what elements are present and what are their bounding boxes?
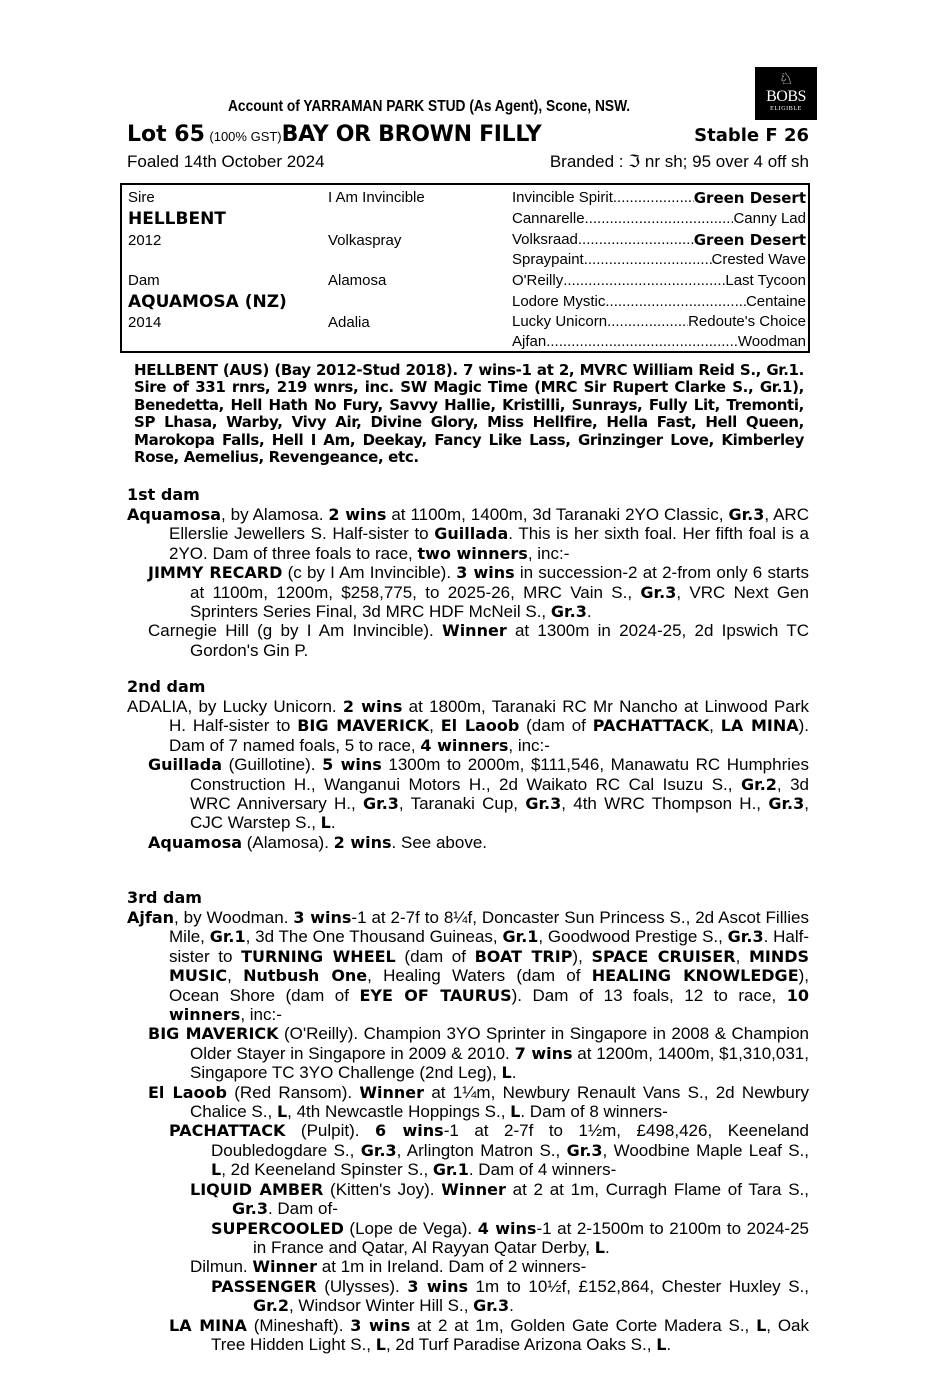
pedigree-entry: Guillada (Guillotine). 5 wins 1300m to 2000m, $111,546, Manawatu RC Humphries Construction H., Wanganui Motors H., 2d Waikato RC Cal Isuzu S., Gr.2, 3d WRC Anniversary H., Gr.3, Taranaki Cup, Gr.3, 4th WRC Thompson H., Gr.3, CJC Warstep S., L. [148, 755, 809, 833]
branded-text: nr sh; 95 over 4 off sh [644, 152, 809, 171]
bobs-eligible-logo [755, 67, 817, 120]
entries [127, 505, 809, 660]
gen3-row [512, 231, 806, 249]
sire-year: 2012 [128, 232, 162, 249]
gen3-right: Crested Wave [711, 251, 806, 268]
gen3-right: Woodman [737, 333, 806, 350]
lot-number: Lot 65 [127, 122, 205, 147]
gst-note: (100% GST) [209, 129, 282, 144]
gen3-right: Last Tycoon [725, 272, 806, 289]
gen3-right: Green Desert [693, 231, 806, 249]
lot-header [127, 122, 809, 150]
section-heading: 3rd dam [127, 888, 202, 907]
horse-head-icon: ♘ [778, 71, 794, 88]
pedigree-entry: BIG MAVERICK (O'Reilly). Champion 3YO Sprinter in Singapore in 2008 & Champion Older Stayer in Singapore in 2009 & 2010. 7 wins at 1200m, 1400m, $1,310,031, Singapore TC 3YO Challenge (2nd Leg), L. [148, 1024, 809, 1083]
sire-summary: HELLBENT (AUS) (Bay 2012-Stud 2018). 7 wins-1 at 2, MVRC William Reid S., Gr.1. Sire of 331 rnrs, 219 wnrs, inc. SW Magic Time (MRC Sir Rupert Clarke S., Gr.1), Benedetta, Hell Hath No Fury, Savvy Hallie, Kristilli, Sunrays, Fully Lit, Tremonti, SP Lhasa, Warby, Vivy Air, Divine Glory, Miss Hellfire, Hella Fast, Hell Queen, Marokopa Falls, Hell I Am, Deekay, Fancy Like Lass, Grinzinger Love, Kimberley Rose, Aemelius, Revengeance, etc. [134, 361, 804, 467]
gen3-left: Spraypaint [512, 251, 584, 268]
gen3-left: Ajfan [512, 333, 547, 350]
horse-description: BAY OR BROWN FILLY [281, 122, 542, 147]
logo-line1: BOBS [766, 88, 806, 105]
gen3-row [512, 313, 806, 330]
pedigree-entry: JIMMY RECARD (c by I Am Invincible). 3 wins in succession-2 at 2-from only 6 starts at 1100m, 1200m, $258,775, to 2025-26, MRC Vain S., Gr.3, VRC Next Gen Sprinters Series Final, 3d MRC HDF McNeil S., Gr.3. [148, 563, 810, 622]
second-dam-section [127, 677, 809, 852]
section-heading: 1st dam [127, 485, 200, 504]
dam-label: Dam [128, 272, 160, 289]
dam-name: AQUAMOSA (NZ) [128, 292, 287, 312]
gen3-left: Lodore Mystic [512, 293, 606, 310]
vendor-account: Account of YARRAMAN PARK STUD (As Agent), Scone, NSW. [228, 98, 631, 115]
section-heading: 2nd dam [127, 677, 206, 696]
gen3-left: O'Reilly [512, 272, 564, 289]
gen3-row [512, 333, 806, 350]
pedigree-entry: Aquamosa, by Alamosa. 2 wins at 1100m, 1400m, 3d Taranaki 2YO Classic, Gr.3, ARC Ellerslie Jewellers S. Half-sister to Guillada. This is her sixth foal. Her fifth foal is a 2YO. Dam of three foals to race, two winners, inc:- [127, 505, 809, 563]
pedigree-entry: ADALIA, by Lucky Unicorn. 2 wins at 1800m, Taranaki RC Mr Nancho at Linwood Park H. Half-sister to BIG MAVERICK, El Laoob (dam of PACHATTACK, LA MINA). Dam of 7 named foals, 5 to race, 4 winners, inc:- [127, 697, 810, 755]
gen3-left: Lucky Unicorn [512, 313, 608, 330]
first-dam-section [127, 485, 809, 660]
pedigree-entry: Carnegie Hill (g by I Am Invincible). Winner at 1300m in 2024-25, 2d Ipswich TC Gordon's Gin P. [148, 621, 809, 660]
sire-label: Sire [128, 189, 155, 206]
gen3-left: Invincible Spirit [512, 189, 613, 206]
logo-line2: ELIGIBLE [770, 106, 802, 112]
gen3-row [512, 272, 806, 289]
pedigree-entry: Dilmun. Winner at 1m in Ireland. Dam of 2 winners- [190, 1257, 587, 1277]
pedigree-entry: El Laoob (Red Ransom). Winner at 1¼m, Newbury Renault Vans S., 2d Newbury Chalice S., L, 4th Newcastle Hoppings S., L. Dam of 8 winners- [148, 1082, 809, 1122]
brand-info [550, 152, 809, 172]
entries [127, 697, 809, 852]
gen3-right: Centaine [745, 293, 806, 310]
dam-dam: Adalia [328, 314, 370, 331]
pedigree-entry: Ajfan, by Woodman. 3 wins-1 at 2-7f to 8¼f, Doncaster Sun Princess S., 2d Ascot Fillies Mile, Gr.1, 3d The One Thousand Guineas, Gr.1, Goodwood Prestige S., Gr.3. Half-sister to TURNING WHEEL (dam of BOAT TRIP), SPACE CRUISER, MINDS MUSIC, Nutbush One, Healing Waters (dam of HEALING KNOWLEDGE), Ocean Shore (dam of EYE OF TAURUS). Dam of 13 foals, 12 to race, 10 winners, inc:- [127, 908, 810, 1025]
gen3-right: Canny Lad [733, 210, 806, 227]
pedigree-entry: Aquamosa (Alamosa). 2 wins. See above. [148, 832, 488, 852]
gen3-row [512, 210, 806, 227]
foaled-date: Foaled 14th October 2024 [127, 152, 325, 171]
sire-name: HELLBENT [128, 209, 226, 229]
dam-sire: Alamosa [328, 272, 387, 289]
gen3-left: Cannarelle [512, 210, 585, 227]
pedigree-entry: LIQUID AMBER (Kitten's Joy). Winner at 2 at 1m, Curragh Flame of Tara S., Gr.3. Dam of- [190, 1179, 809, 1219]
gen3-right: Green Desert [693, 189, 806, 207]
foaled-brand-line [127, 152, 809, 172]
pedigree-table [120, 183, 810, 353]
sire-sire: I Am Invincible [328, 189, 425, 206]
pedigree-entry: SUPERCOOLED (Lope de Vega). 4 wins-1 at 2-1500m to 2100m to 2024-25 in France and Qatar, Al Rayyan Qatar Derby, L. [211, 1218, 810, 1257]
sire-dam: Volkaspray [328, 232, 402, 249]
pedigree-entry: PACHATTACK (Pulpit). 6 wins-1 at 2-7f to 1½m, £498,426, Keeneland Doubledogdare S., Gr.3, Arlington Matron S., Gr.3, Woodbine Maple Leaf S., L, 2d Keeneland Spinster S., Gr.1. Dam of 4 winners- [169, 1121, 809, 1180]
stable-location: Stable F 26 [694, 125, 809, 146]
branded-label: Branded : [549, 152, 624, 171]
entries [127, 908, 809, 1354]
gen3-row [512, 251, 806, 268]
dam-year: 2014 [128, 314, 162, 331]
pedigree-entry: LA MINA (Mineshaft). 3 wins at 2 at 1m, Golden Gate Corte Madera S., L, Oak Tree Hidden Light S., L, 2d Turf Paradise Arizona Oaks S., L. [169, 1315, 810, 1354]
gen3-left: Volksraad [512, 231, 578, 248]
third-dam-section [127, 888, 809, 1354]
gen3-row [512, 189, 806, 207]
gen3-right: Redoute's Choice [688, 313, 806, 330]
brand-symbol-icon: ℑ [628, 152, 641, 171]
gen3-row [512, 293, 806, 310]
pedigree-entry: PASSENGER (Ulysses). 3 wins 1m to 10½f, £152,864, Chester Huxley S., Gr.2, Windsor Winter Hill S., Gr.3. [211, 1276, 810, 1316]
